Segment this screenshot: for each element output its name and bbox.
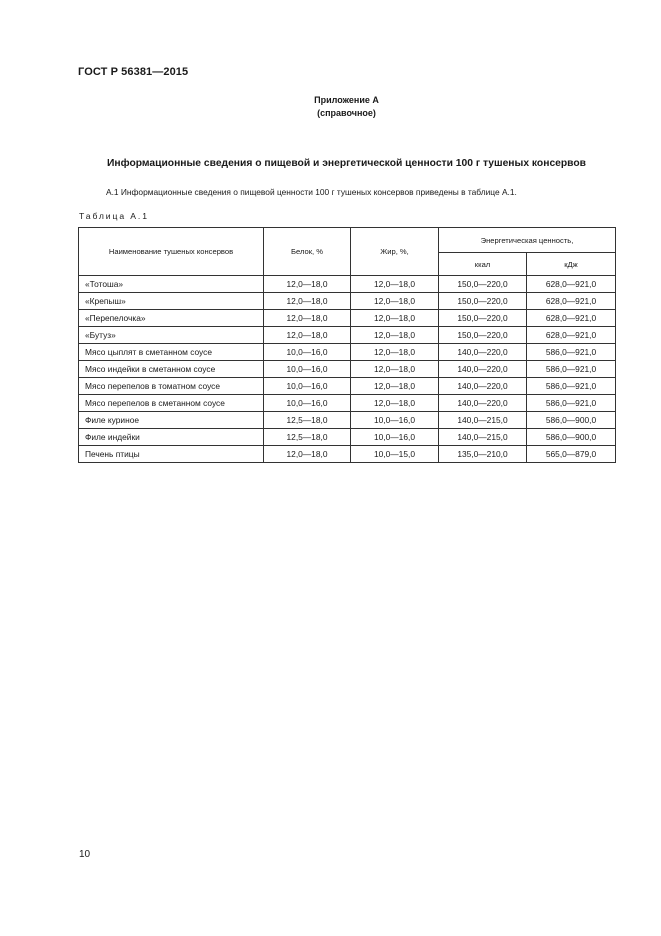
document-code: ГОСТ Р 56381—2015 bbox=[78, 66, 189, 78]
table-row bbox=[79, 446, 616, 463]
table-caption: Таблица А.1 bbox=[79, 211, 149, 221]
cell-kcal: 150,0—220,0 bbox=[439, 276, 527, 293]
cell-protein: 10,0—16,0 bbox=[264, 378, 351, 395]
header-kcal: ккал bbox=[439, 253, 527, 276]
cell-kj: 586,0—921,0 bbox=[527, 361, 616, 378]
cell-kj: 586,0—921,0 bbox=[527, 344, 616, 361]
cell-protein: 12,0—18,0 bbox=[264, 327, 351, 344]
cell-name: «Перепелочка» bbox=[79, 310, 264, 327]
table-row bbox=[79, 327, 616, 344]
cell-fat: 12,0—18,0 bbox=[351, 378, 439, 395]
table-row bbox=[79, 395, 616, 412]
cell-kcal: 140,0—220,0 bbox=[439, 344, 527, 361]
cell-name: Мясо перепелов в томатном соусе bbox=[79, 378, 264, 395]
cell-fat: 12,0—18,0 bbox=[351, 310, 439, 327]
cell-protein: 10,0—16,0 bbox=[264, 344, 351, 361]
cell-name: Печень птицы bbox=[79, 446, 264, 463]
cell-kcal: 140,0—220,0 bbox=[439, 378, 527, 395]
header-protein: Белок, % bbox=[264, 228, 351, 276]
cell-kj: 628,0—921,0 bbox=[527, 327, 616, 344]
nutrition-table bbox=[78, 227, 616, 463]
table-row bbox=[79, 293, 616, 310]
cell-name: «Тотоша» bbox=[79, 276, 264, 293]
cell-protein: 12,0—18,0 bbox=[264, 446, 351, 463]
appendix-note: (справочное) bbox=[317, 108, 376, 118]
cell-kj: 586,0—921,0 bbox=[527, 395, 616, 412]
cell-protein: 10,0—16,0 bbox=[264, 361, 351, 378]
cell-name: «Крепыш» bbox=[79, 293, 264, 310]
cell-name: «Бутуз» bbox=[79, 327, 264, 344]
cell-protein: 12,0—18,0 bbox=[264, 293, 351, 310]
cell-kcal: 150,0—220,0 bbox=[439, 310, 527, 327]
cell-kcal: 140,0—215,0 bbox=[439, 412, 527, 429]
cell-kj: 628,0—921,0 bbox=[527, 293, 616, 310]
cell-name: Филе индейки bbox=[79, 429, 264, 446]
cell-name: Мясо индейки в сметанном соусе bbox=[79, 361, 264, 378]
cell-kcal: 140,0—220,0 bbox=[439, 361, 527, 378]
cell-kj: 586,0—900,0 bbox=[527, 412, 616, 429]
header-energy: Энергетическая ценность, bbox=[439, 228, 616, 253]
cell-fat: 12,0—18,0 bbox=[351, 344, 439, 361]
cell-fat: 10,0—16,0 bbox=[351, 429, 439, 446]
cell-fat: 12,0—18,0 bbox=[351, 276, 439, 293]
cell-fat: 12,0—18,0 bbox=[351, 395, 439, 412]
cell-protein: 12,5—18,0 bbox=[264, 429, 351, 446]
cell-kcal: 140,0—215,0 bbox=[439, 429, 527, 446]
cell-name: Мясо цыплят в сметанном соусе bbox=[79, 344, 264, 361]
cell-kj: 586,0—900,0 bbox=[527, 429, 616, 446]
cell-fat: 10,0—16,0 bbox=[351, 412, 439, 429]
cell-kcal: 140,0—220,0 bbox=[439, 395, 527, 412]
cell-kj: 628,0—921,0 bbox=[527, 276, 616, 293]
cell-kcal: 150,0—220,0 bbox=[439, 293, 527, 310]
table-row bbox=[79, 361, 616, 378]
header-fat: Жир, %, bbox=[351, 228, 439, 276]
table-row bbox=[79, 429, 616, 446]
cell-protein: 12,0—18,0 bbox=[264, 276, 351, 293]
cell-kj: 565,0—879,0 bbox=[527, 446, 616, 463]
intro-paragraph: А.1 Информационные сведения о пищевой ценности 100 г тушеных консервов приведены в таблице А.1. bbox=[106, 187, 517, 197]
table-row bbox=[79, 344, 616, 361]
cell-kj: 628,0—921,0 bbox=[527, 310, 616, 327]
table-row bbox=[79, 412, 616, 429]
cell-kcal: 150,0—220,0 bbox=[439, 327, 527, 344]
appendix-title: Приложение А bbox=[314, 95, 379, 105]
cell-fat: 12,0—18,0 bbox=[351, 361, 439, 378]
cell-fat: 12,0—18,0 bbox=[351, 293, 439, 310]
header-name: Наименование тушеных консервов bbox=[79, 228, 264, 276]
cell-protein: 10,0—16,0 bbox=[264, 395, 351, 412]
header-kj: кДж bbox=[527, 253, 616, 276]
cell-fat: 10,0—15,0 bbox=[351, 446, 439, 463]
table-row bbox=[79, 378, 616, 395]
appendix-header bbox=[0, 94, 661, 120]
cell-name: Филе куриное bbox=[79, 412, 264, 429]
table-row bbox=[79, 310, 616, 327]
cell-name: Мясо перепелов в сметанном соусе bbox=[79, 395, 264, 412]
cell-kcal: 135,0—210,0 bbox=[439, 446, 527, 463]
section-heading: Информационные сведения о пищевой и энергетической ценности 100 г тушеных консервов bbox=[106, 158, 586, 169]
table-row bbox=[79, 276, 616, 293]
page-number: 10 bbox=[79, 849, 91, 860]
cell-kj: 586,0—921,0 bbox=[527, 378, 616, 395]
cell-protein: 12,5—18,0 bbox=[264, 412, 351, 429]
cell-protein: 12,0—18,0 bbox=[264, 310, 351, 327]
cell-fat: 12,0—18,0 bbox=[351, 327, 439, 344]
